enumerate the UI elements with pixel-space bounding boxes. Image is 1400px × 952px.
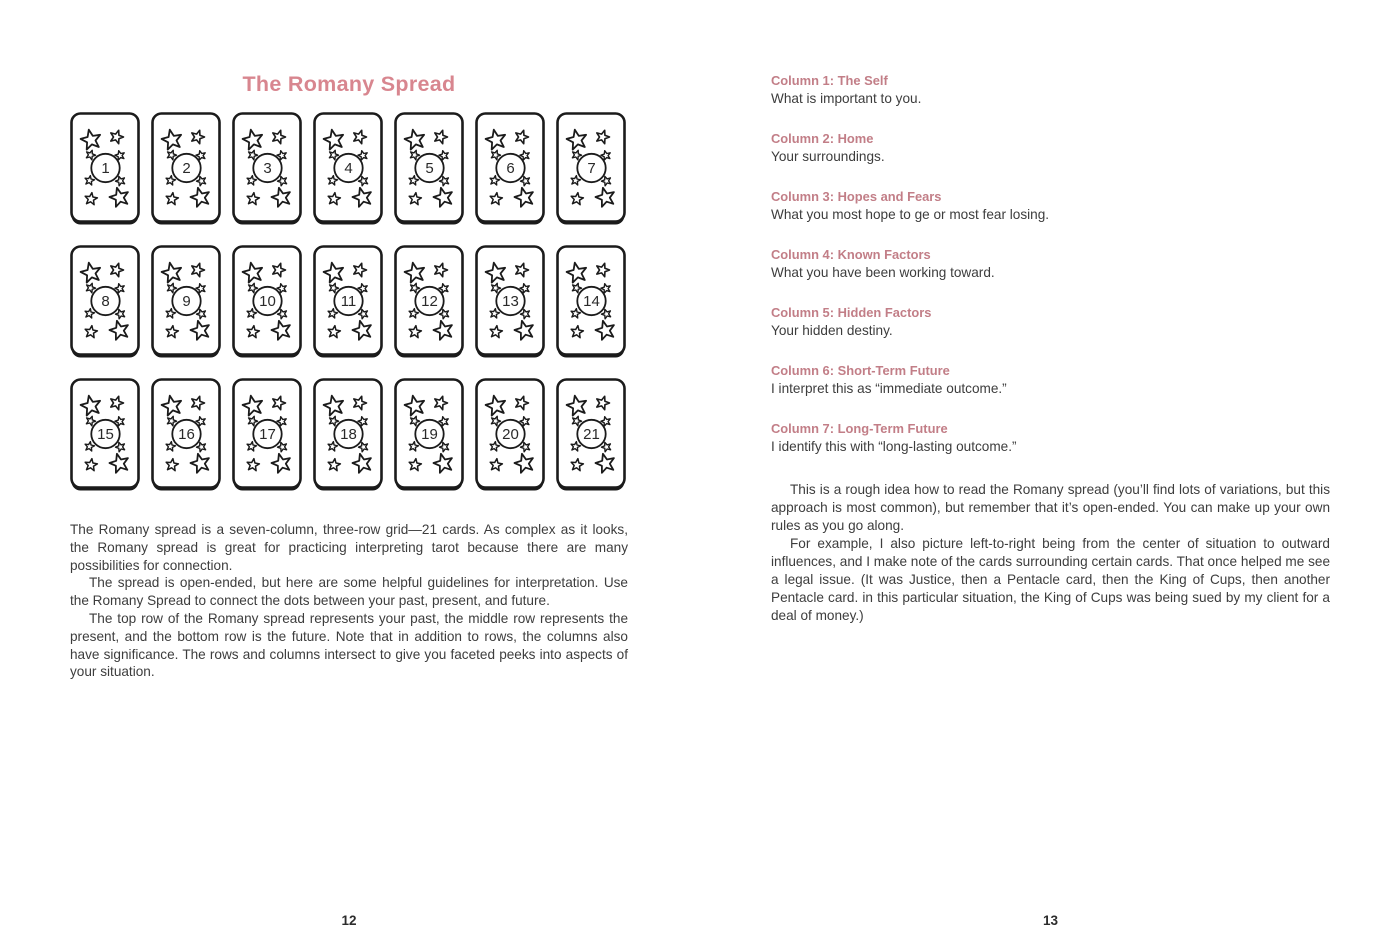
tarot-card-8 xyxy=(70,245,140,358)
column-description: I identify this with “long-lasting outcome.” xyxy=(771,439,1017,454)
page-number-right: 13 xyxy=(1042,913,1059,928)
svg-text:11: 11 xyxy=(340,293,357,310)
tarot-card-6 xyxy=(475,112,545,225)
column-definition-2 xyxy=(771,131,1331,165)
column-description: What is important to you. xyxy=(771,91,922,106)
svg-text:5: 5 xyxy=(425,160,434,177)
svg-text:8: 8 xyxy=(101,293,110,310)
column-description: I interpret this as “immediate outcome.” xyxy=(771,381,1007,396)
column-description: Your hidden destiny. xyxy=(771,323,893,338)
page-number-left: 12 xyxy=(341,913,357,928)
svg-text:14: 14 xyxy=(583,293,600,310)
paragraph: The Romany spread is a seven-column, three-row grid—21 cards. As complex as it looks, the Romany spread is great for practicing interpreting tarot because there are many possibilities for connection. xyxy=(70,522,628,573)
right-body-text xyxy=(771,481,1330,625)
tarot-card-13 xyxy=(475,245,545,358)
svg-text:18: 18 xyxy=(340,426,357,443)
column-description: What you have been working toward. xyxy=(771,265,995,280)
left-body-text xyxy=(70,521,628,681)
svg-text:21: 21 xyxy=(583,426,600,443)
tarot-card-1 xyxy=(70,112,140,225)
svg-text:3: 3 xyxy=(263,160,272,177)
svg-text:13: 13 xyxy=(502,293,519,310)
svg-text:2: 2 xyxy=(182,160,191,177)
paragraph: This is a rough idea how to read the Romany spread (you’ll find lots of variations, but this approach is most common), but remember that it’s open-ended. You can make up your own rules as you go along. xyxy=(771,482,1330,533)
tarot-card-21 xyxy=(556,378,626,491)
column-definition-5 xyxy=(771,305,1331,339)
card-grid xyxy=(70,112,626,491)
column-heading: Column 5: Hidden Factors xyxy=(771,305,932,320)
column-description: Your surroundings. xyxy=(771,149,885,164)
column-description: What you most hope to ge or most fear losing. xyxy=(771,207,1050,222)
tarot-card-12 xyxy=(394,245,464,358)
tarot-card-16 xyxy=(151,378,221,491)
tarot-card-9 xyxy=(151,245,221,358)
tarot-card-4 xyxy=(313,112,383,225)
column-heading: Column 1: The Self xyxy=(771,73,888,88)
column-heading: Column 4: Known Factors xyxy=(771,247,931,262)
column-definition-3 xyxy=(771,189,1331,223)
paragraph: For example, I also picture left-to-right being from the center of situation to outward influences, and I make note of the cards surrounding certain cards. That once helped me see a legal issue. (It was Justice, then a Pentacle card, then the King of Cups, then another Pentacle card. in this particular situation, the King of Cups was being sued by my client for a deal of money.) xyxy=(771,536,1330,623)
svg-text:1: 1 xyxy=(101,160,110,177)
svg-text:9: 9 xyxy=(182,293,191,310)
column-definition-6 xyxy=(771,363,1331,397)
column-heading: Column 3: Hopes and Fears xyxy=(771,189,942,204)
tarot-card-17 xyxy=(232,378,302,491)
tarot-card-20 xyxy=(475,378,545,491)
paragraph: The top row of the Romany spread represents your past, the middle row represents the present, and the bottom row is the future. Note that in addition to rows, the columns also have significance. The rows and columns intersect to give you faceted peeks into aspects of your situation. xyxy=(70,610,628,680)
svg-text:19: 19 xyxy=(421,426,438,443)
column-definition-4 xyxy=(771,247,1331,281)
column-heading: Column 6: Short-Term Future xyxy=(771,363,950,378)
column-heading: Column 7: Long-Term Future xyxy=(771,421,948,436)
tarot-card-3 xyxy=(232,112,302,225)
tarot-card-7 xyxy=(556,112,626,225)
tarot-card-19 xyxy=(394,378,464,491)
svg-text:10: 10 xyxy=(259,293,276,310)
tarot-card-11 xyxy=(313,245,383,358)
tarot-card-10 xyxy=(232,245,302,358)
svg-text:6: 6 xyxy=(506,160,515,177)
tarot-card-2 xyxy=(151,112,221,225)
tarot-card-5 xyxy=(394,112,464,225)
svg-text:17: 17 xyxy=(259,426,276,443)
column-definition-7 xyxy=(771,421,1331,455)
tarot-card-18 xyxy=(313,378,383,491)
page-title: The Romany Spread xyxy=(242,72,456,96)
paragraph: The spread is open-ended, but here are some helpful guidelines for interpretation. Use the Romany Spread to connect the dots between your past, present, and future. xyxy=(70,575,628,609)
svg-text:12: 12 xyxy=(421,293,438,310)
tarot-card-15 xyxy=(70,378,140,491)
tarot-card-14 xyxy=(556,245,626,358)
column-definition-1 xyxy=(771,73,1331,107)
svg-text:16: 16 xyxy=(178,426,195,443)
column-definitions xyxy=(771,73,1331,479)
svg-text:7: 7 xyxy=(587,160,596,177)
svg-text:15: 15 xyxy=(97,426,114,443)
svg-text:4: 4 xyxy=(344,160,353,177)
column-heading: Column 2: Home xyxy=(771,131,874,146)
svg-text:20: 20 xyxy=(502,426,519,443)
